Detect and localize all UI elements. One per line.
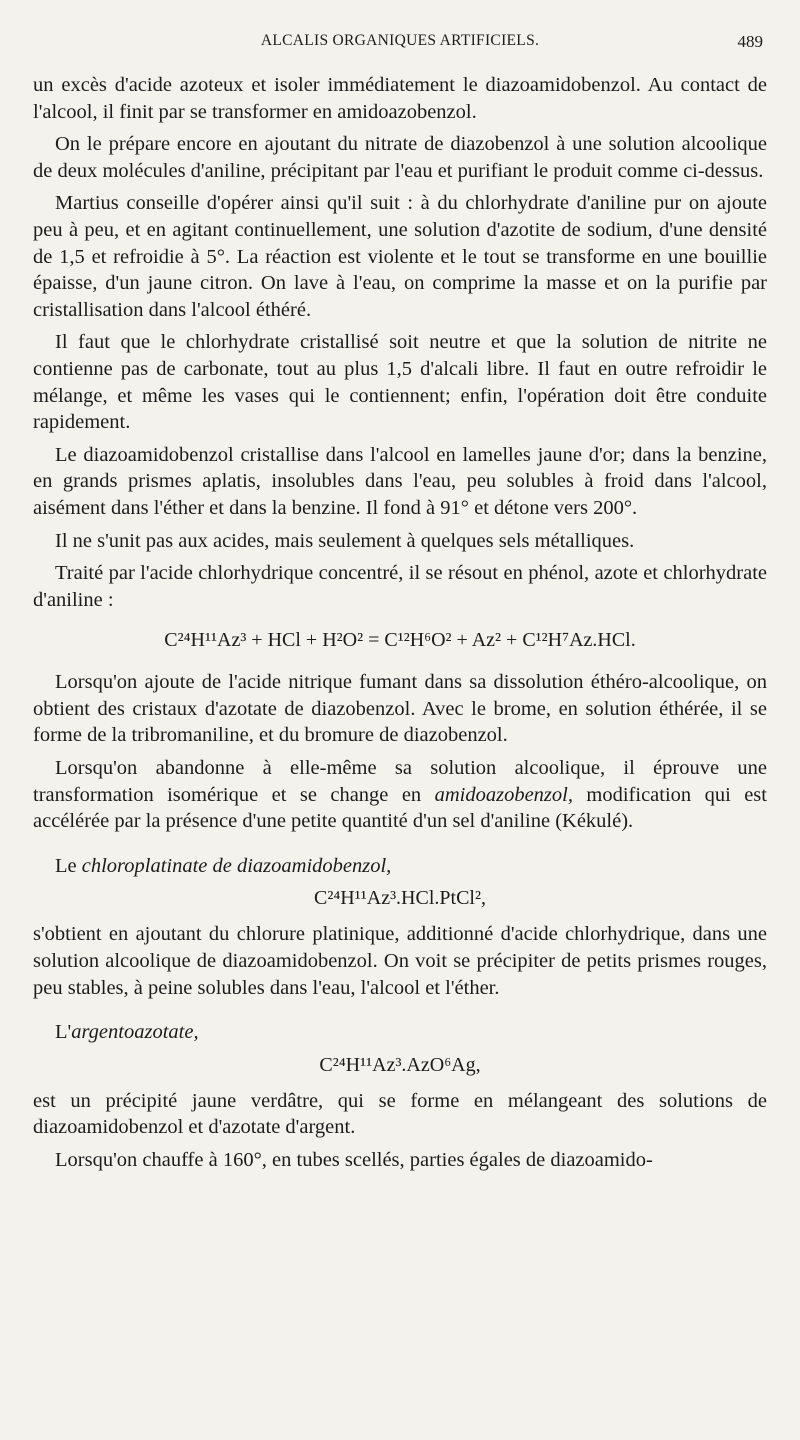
paragraph-text: Le: [55, 854, 82, 877]
paragraph-argentoazotate-heading: [33, 1019, 767, 1046]
chloroplatinate-formula: C²⁴H¹¹Az³.HCl.PtCl²,: [314, 887, 486, 910]
paragraph-heating: Lorsqu'on chauffe à 160°, en tubes scellés, parties égales de diazoamido-: [55, 1149, 653, 1171]
running-title: ALCALIS ORGANIQUES ARTIFICIELS.: [260, 32, 540, 49]
paragraph-chloroplatinate-heading: [33, 853, 767, 880]
paragraph-hydrochloric-acid: Traité par l'acide chlorhydrique concentré, il se résout en phénol, azote et chlorhydrate d'aniline :: [33, 562, 767, 611]
page-number: 489: [737, 32, 763, 51]
argentoazotate-formula: C²⁴H¹¹Az³.AzO⁶Ag,: [319, 1053, 481, 1076]
italic-term-chloroplatinate: chloroplatinate de diazoamidobenzol,: [81, 854, 392, 877]
paragraph-text: L': [55, 1021, 72, 1044]
paragraph-continuation: un excès d'acide azoteux et isoler immédiatement le diazoamidobenzol. Au contact de l'alcool, il finit par se transformer en amidoazobenzol.: [33, 74, 767, 123]
paragraph-acids: Il ne s'unit pas aux acides, mais seulement à quelques sels métalliques.: [55, 529, 635, 552]
paragraph-isomeric-transformation: [33, 755, 767, 835]
paragraph-martius-method: Martius conseille d'opérer ainsi qu'il suit : à du chlorhydrate d'aniline pur on ajoute peu à peu, et en agitant continuellement, une solution d'azotite de sodium, d'une densité de 1,5 et refroidie à 5°. La réaction est violente et le tout se transforme en une bouillie épaisse, d'un jaune citron. On lave à l'eau, on comprime la masse et on la purifie par cristallisation dans l'alcool éthéré.: [33, 192, 767, 321]
paragraph-preparation: On le prépare encore en ajoutant du nitrate de diazobenzol à une solution alcoolique de deux molécules d'aniline, précipitant par l'eau et purifiant le produit comme ci-dessus.: [33, 133, 767, 182]
body-text: [33, 72, 767, 1174]
paragraph-text: modification qui est accélérée par la présence d'une petite quantité d'un sel d'aniline (Kékulé).: [33, 783, 767, 833]
reaction-equation: C²⁴H¹¹Az³ + HCl + H²O² = C¹²H⁶O² + Az² + C¹²H⁷Az.HCl.: [164, 629, 636, 652]
paragraph-argentoazotate-description: est un précipité jaune verdâtre, qui se forme en mélangeant des solutions de diazoamidobenzol et d'azotate d'argent.: [33, 1089, 767, 1139]
paragraph-conditions: Il faut que le chlorhydrate cristallisé soit neutre et que la solution de nitrite ne contienne pas de carbonate, tout au plus 1,5 d'alcali libre. Il faut en outre refroidir le mélange, et même les vases qui le contiennent; enfin, l'opération doit être conduite rapidement.: [33, 331, 767, 434]
paragraph-nitric-acid: Lorsqu'on ajoute de l'acide nitrique fumant dans sa dissolution éthéro-alcoolique, on obtient des cristaux d'azotate de diazobenzol. Avec le brome, en solution éthérée, il se forme de la tribromaniline, et du bromure de diazobenzol.: [33, 671, 767, 747]
italic-term-argentoazotate: argentoazotate,: [71, 1021, 199, 1044]
paragraph-crystallization: Le diazoamidobenzol cristallise dans l'alcool en lamelles jaune d'or; dans la benzine, en grands prismes aplatis, insolubles dans l'eau, peu solubles à froid dans l'alcool, aisément dans l'éther et dans la benzine. Il fond à 91° et détone vers 200°.: [33, 443, 767, 519]
paragraph-chloroplatinate-description: s'obtient en ajoutant du chlorure platinique, additionné d'acide chlorhydrique, dans une solution alcoolique de diazoamidobenzol. On voit se précipiter de petits prismes rouges, peu stables, à peine solubles dans l'eau, l'alcool et l'éther.: [33, 923, 767, 999]
paragraph-text: Lorsqu'on abandonne à elle-même sa solution alcoolique, il éprouve une transformation isomérique et se change en: [33, 757, 767, 806]
italic-term-amidoazobenzol: amidoazobenzol,: [434, 783, 573, 806]
running-header: [33, 32, 767, 72]
